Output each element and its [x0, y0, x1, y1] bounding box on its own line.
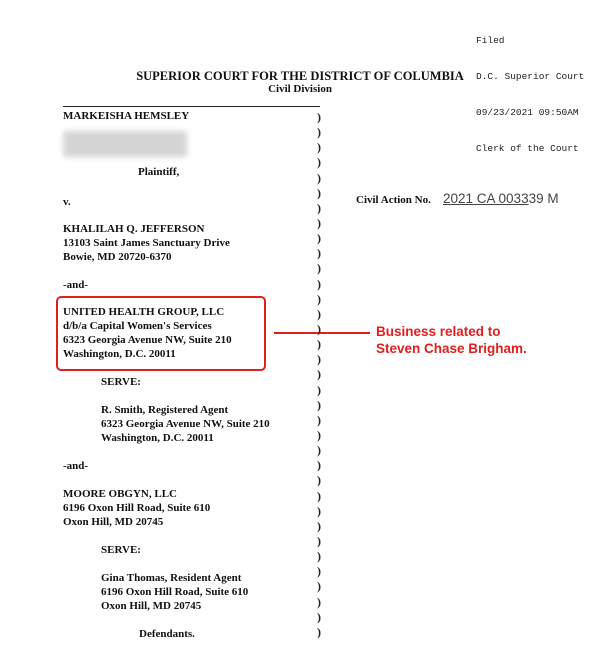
caption-paren: )	[317, 579, 321, 594]
caption-paren: )	[317, 321, 321, 336]
defendant2-agent-address1: 6323 Georgia Avenue NW, Suite 210	[101, 418, 270, 430]
caption-paren: )	[317, 458, 321, 473]
caption-paren: )	[317, 337, 321, 352]
caption-paren: )	[317, 473, 321, 488]
defendant2-dba: d/b/a Capital Women's Services	[63, 320, 212, 332]
caption-paren: )	[317, 564, 321, 579]
stamp-line-court: D.C. Superior Court	[476, 71, 585, 82]
civil-action-label: Civil Action No.	[356, 194, 431, 206]
plaintiff-name: MARKEISHA HEMSLEY	[63, 110, 190, 122]
caption-paren: )	[317, 397, 321, 412]
defendant2-agent-address2: Washington, D.C. 20011	[101, 432, 214, 444]
court-division: Civil Division	[268, 83, 332, 95]
court-title: SUPERIOR COURT FOR THE DISTRICT OF COLUMBIA	[136, 69, 464, 83]
caption-paren: )	[317, 503, 321, 518]
defendant3-agent: Gina Thomas, Resident Agent	[101, 572, 242, 584]
stamp-line-filed: Filed	[476, 35, 505, 46]
and-separator-1: -and-	[63, 279, 89, 291]
caption-top-rule	[63, 106, 320, 107]
caption-paren: )	[317, 110, 321, 124]
defendant2-address2: Washington, D.C. 20011	[63, 348, 176, 360]
annotation-line1: Business related to	[376, 324, 501, 339]
plaintiff-role: Plaintiff,	[138, 166, 180, 178]
caption-paren: )	[317, 306, 321, 321]
defendant3-address1: 6196 Oxon Hill Road, Suite 610	[63, 502, 211, 514]
defendant3-name: MOORE OBGYN, LLC	[63, 488, 177, 500]
stamp-line-datetime: 09/23/2021 09:50AM	[476, 107, 579, 118]
defendant2-address1: 6323 Georgia Avenue NW, Suite 210	[63, 334, 232, 346]
caption-paren: )	[317, 185, 321, 200]
caption-paren: )	[317, 624, 321, 639]
defendant2-name: UNITED HEALTH GROUP, LLC	[63, 306, 225, 318]
caption-paren: )	[317, 412, 321, 427]
caption-paren: )	[317, 609, 321, 624]
civil-action-number	[443, 191, 559, 206]
caption-paren: )	[317, 488, 321, 503]
caption-paren: )	[317, 125, 321, 140]
redacted-block	[63, 131, 187, 157]
annotation-note	[376, 323, 527, 357]
caption-paren: )	[317, 215, 321, 230]
caption-paren: )	[317, 352, 321, 367]
defendant3-address2: Oxon Hill, MD 20745	[63, 516, 164, 528]
civil-action-number-underlined: 2021 CA 0033	[443, 191, 529, 206]
caption-paren: )	[317, 200, 321, 215]
defendant1-address1: 13103 Saint James Sanctuary Drive	[63, 237, 230, 249]
defendant1-name: KHALILAH Q. JEFFERSON	[63, 223, 205, 235]
caption-paren: )	[317, 367, 321, 382]
caption-paren: )	[317, 231, 321, 246]
caption-paren: )	[317, 594, 321, 609]
caption-paren: )	[317, 155, 321, 170]
caption-paren: )	[317, 170, 321, 185]
caption-paren: )	[317, 518, 321, 533]
caption-paren: )	[317, 533, 321, 548]
defendant2-agent: R. Smith, Registered Agent	[101, 404, 229, 416]
caption-paren: )	[317, 140, 321, 155]
caption-paren: )	[317, 443, 321, 458]
caption-paren: )	[317, 549, 321, 564]
defendant3-agent-address2: Oxon Hill, MD 20745	[101, 600, 202, 612]
versus-label: v.	[63, 196, 71, 208]
caption-paren: )	[317, 291, 321, 306]
stamp-line-clerk: Clerk of the Court	[476, 143, 579, 154]
defendant1-address2: Bowie, MD 20720-6370	[63, 251, 172, 263]
civil-action-number-rest: 39 M	[528, 191, 559, 206]
caption-paren: )	[317, 427, 321, 442]
caption-paren: )	[317, 246, 321, 261]
defendants-label: Defendants.	[139, 628, 195, 640]
caption-paren: )	[317, 382, 321, 397]
and-separator-2: -and-	[63, 460, 89, 472]
annotation-line2: Steven Chase Brigham.	[376, 341, 527, 356]
caption-paren: )	[317, 261, 321, 276]
defendant3-agent-address1: 6196 Oxon Hill Road, Suite 610	[101, 586, 249, 598]
defendant2-serve-label: SERVE:	[101, 376, 141, 388]
defendant3-serve-label: SERVE:	[101, 544, 141, 556]
caption-paren: )	[317, 276, 321, 291]
caption-parentheses	[317, 110, 329, 640]
